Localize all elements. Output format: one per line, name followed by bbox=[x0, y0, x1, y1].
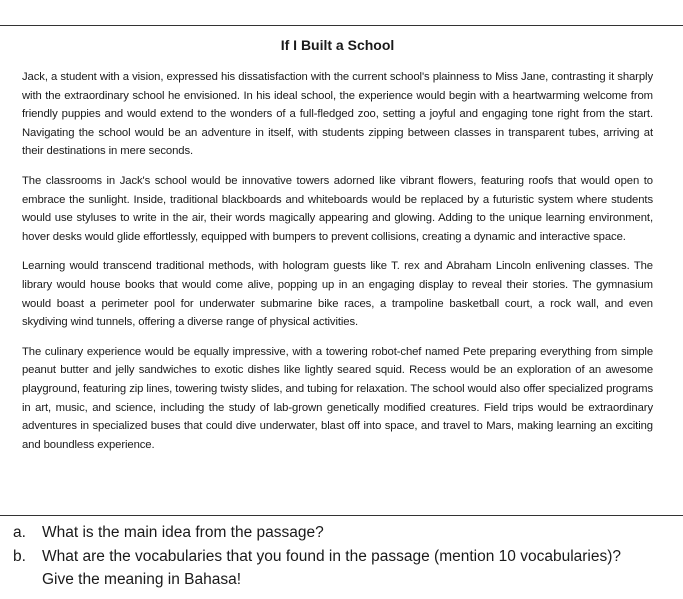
passage-paragraph-1: Jack, a student with a vision, expressed his dissatisfaction with the current school's plainness to Miss Jane, contrasting it sharply with the extraordinary school he envisioned. In his ideal school, the experience would begin with a heartwarming welcome from friendly puppies and would extend to the wonders of a full-fledged zoo, setting a joyful and engaging tone right from the start. Navigating the school would be an adventure in itself, with students zipping between classes in transparent tubes, arriving at their destinations in mere seconds. bbox=[22, 71, 653, 158]
passage-paragraph-4: The culinary experience would be equally impressive, with a towering robot-chef named Pete preparing everything from simple peanut butter and jelly sandwiches to exotic dishes like lightly seared squid. Recess would be an exploration of an awesome playground, featuring zip lines, towering twisty slides, and tubing for relaxation. The school would also offer specialized programs in art, music, and science, including the study of lab-grown genetically modified creatures. Field trips would be extraordinary adventures in specialized buses that could dive underwater, blast off into space, and travel to Mars, making learning an exciting and boundless experience. bbox=[22, 345, 653, 451]
question-a-text: What is the main idea from the passage? bbox=[42, 524, 324, 541]
passage-paragraph-2: The classrooms in Jack's school would be innovative towers adorned like vibrant flowers, featuring roofs that would open to embrace the sunlight. Inside, traditional blackboards and whiteboards would be replaced by a futuristic system where students would use styluses to write in the air, their words magically appearing and glowing. Adding to the unique learning environment, hover desks would glide effortlessly, equipped with bumpers to prevent collisions, creating a dynamic and interactive space. bbox=[22, 174, 653, 243]
question-b-continuation-text: Give the meaning in Bahasa! bbox=[42, 571, 242, 588]
passage-paragraph-3: Learning would transcend traditional methods, with hologram guests like T. rex and Abraham Lincoln enlivening classes. The library would house books that would come alive, popping up in an engaging display to reveal their stories. The gymnasium would boast a perimeter pool for underwater submarine bike races, a trampoline basketball court, a rock wall, and even skydiving wind tunnels, offering a diverse range of physical activities. bbox=[22, 260, 653, 329]
passage-box bbox=[0, 26, 683, 514]
bottom-divider bbox=[0, 515, 683, 516]
question-b-text: What are the vocabularies that you found in the passage (mention 10 vocabularies)? bbox=[42, 547, 622, 565]
passage-title: If I Built a School bbox=[280, 37, 395, 53]
question-list bbox=[0, 521, 683, 592]
question-a-marker: a. bbox=[13, 524, 26, 541]
question-b-marker: b. bbox=[13, 547, 26, 565]
question-b-continuation bbox=[0, 568, 683, 592]
question-b bbox=[0, 545, 683, 569]
question-a bbox=[0, 521, 683, 545]
